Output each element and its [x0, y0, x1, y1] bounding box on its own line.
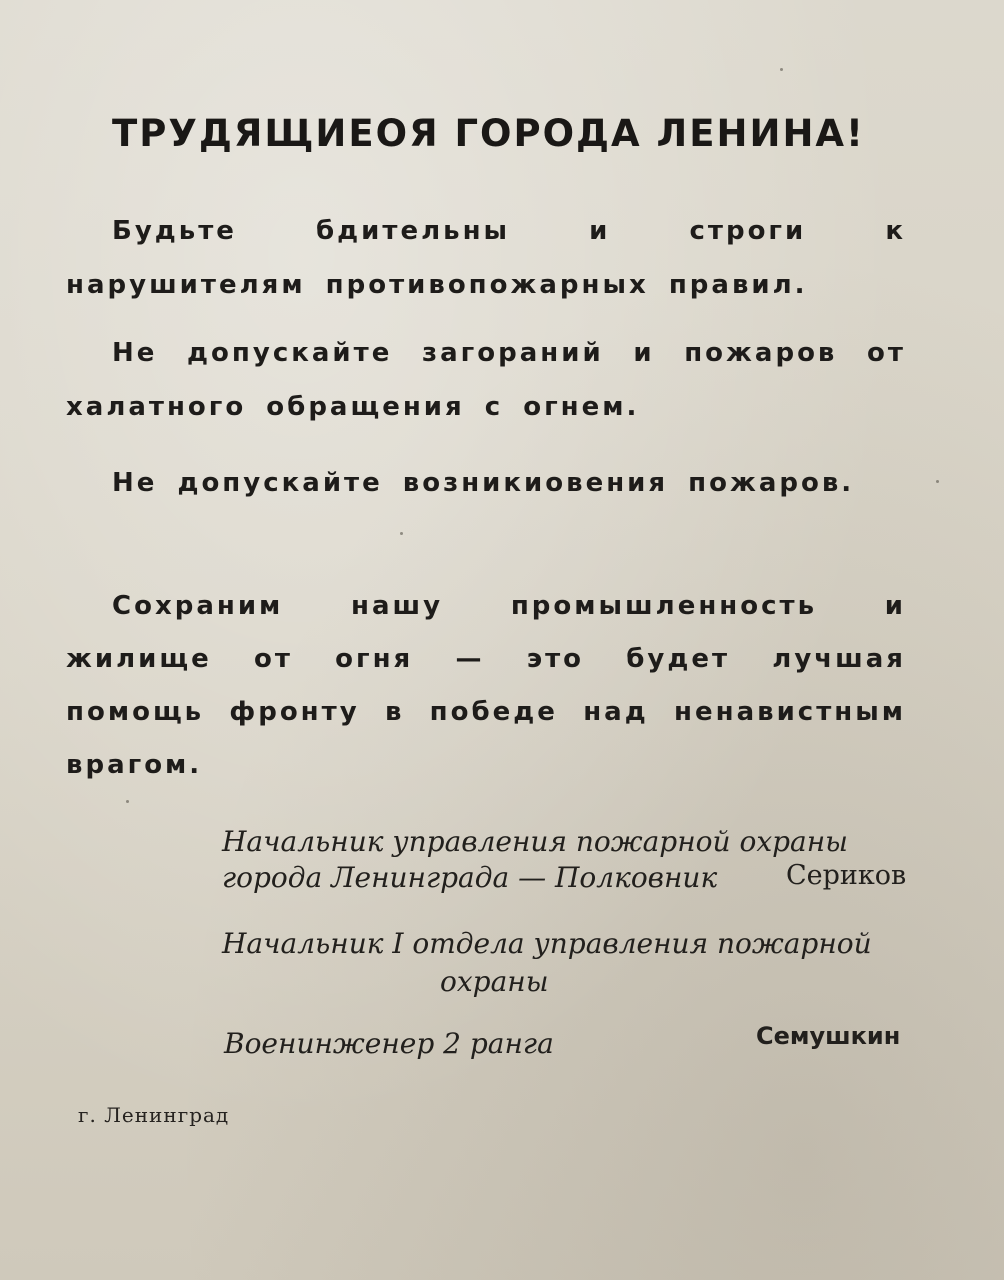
leaflet-heading: ТРУДЯЩИЕОЯ ГОРОДА ЛЕНИНА! — [112, 112, 865, 155]
signature-second-name: Семушкин — [756, 1022, 901, 1050]
signature-second-rank: Военинженер 2 ранга — [224, 1027, 554, 1060]
paper-speck — [936, 480, 939, 483]
place-of-print: г. Ленинград — [78, 1103, 230, 1127]
signature-first-title-line2: города Ленинграда — Полковник — [222, 861, 718, 894]
appeal-paragraph-fire-handling: Не допускайте загораний и пожаров от халатного обращения с огнем. — [66, 338, 906, 422]
appeal-paragraph-prevent-fires: Не допускайте возникиовения пожаров. — [112, 468, 855, 498]
appeal-paragraph-vigilance: Будьте бдительны и строги к нарушителям противопожарных правил. — [66, 216, 906, 300]
signature-second-title-line1: Начальник I отдела управления пожарной — [222, 927, 872, 960]
signature-second-title-line2: охраны — [440, 965, 549, 998]
paper-speck — [780, 68, 783, 71]
signature-first-title-line1: Начальник управления пожарной охраны — [222, 825, 848, 858]
paper-speck — [400, 532, 403, 535]
signature-first-name: Сериков — [786, 860, 907, 891]
paper-speck — [126, 800, 129, 803]
appeal-paragraph-help-front: Сохраним нашу промышленность и жилище от огня — это будет лучшая помощь фронту в победе над ненавистным врагом. — [66, 591, 906, 780]
